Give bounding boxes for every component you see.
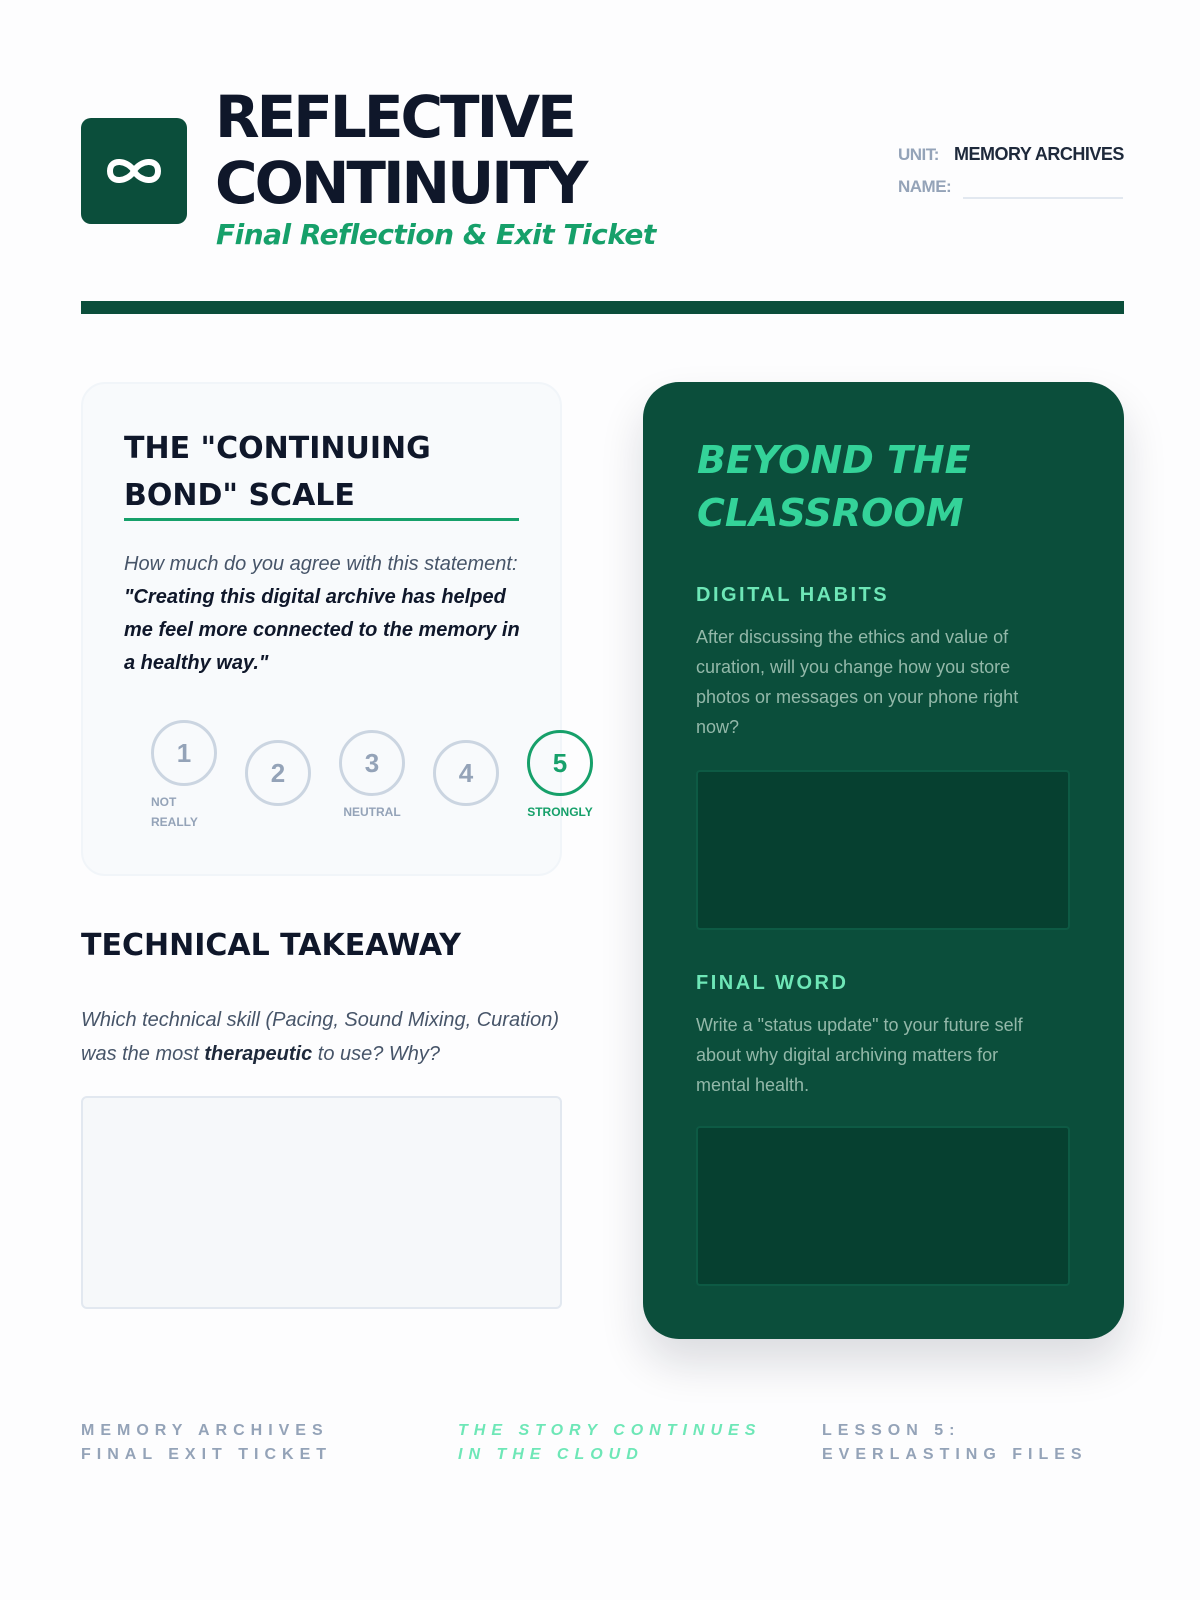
- technical-answer-box[interactable]: [81, 1096, 562, 1309]
- technical-takeaway-title: TECHNICAL TAKEAWAY: [81, 928, 461, 963]
- technical-question-part2: to use? Why?: [312, 1043, 441, 1065]
- name-field[interactable]: [963, 197, 1123, 199]
- scale-label-strongly: STRONGLY: [527, 805, 593, 819]
- scale-label-neutral: NEUTRAL: [343, 805, 401, 819]
- scale-question-lead: How much do you agree with this statement:: [124, 553, 518, 575]
- infinity-icon: [102, 154, 166, 188]
- digital-habits-heading: DIGITAL HABITS: [696, 584, 890, 606]
- scale-option-4[interactable]: 4: [433, 740, 499, 806]
- logo: [81, 118, 187, 224]
- page-title: [215, 84, 775, 216]
- unit-value: MEMORY ARCHIVES: [954, 144, 1124, 164]
- page-subtitle: Final Reflection & Exit Ticket: [216, 218, 656, 251]
- scale-title: THE "CONTINUING BOND" SCALE: [124, 431, 431, 513]
- scale-option-1[interactable]: 1: [151, 720, 217, 786]
- title-line-2: CONTINUITY: [215, 149, 586, 217]
- title-line-1: REFLECTIVE: [215, 83, 574, 151]
- name-label: NAME:: [898, 177, 952, 196]
- footer-center: THE STORY CONTINUES IN THE CLOUD: [458, 1422, 762, 1463]
- footer-right: LESSON 5: EVERLASTING FILES: [822, 1422, 1088, 1463]
- scale-option-3[interactable]: 3: [339, 730, 405, 796]
- beyond-classroom-title: BEYOND THE CLASSROOM: [697, 438, 971, 535]
- scale-question-quote: "Creating this digital archive has helped me feel more connected to the memory in a healthy way.": [124, 586, 520, 674]
- final-word-answer-box[interactable]: [696, 1126, 1070, 1286]
- scale-option-2[interactable]: 2: [245, 740, 311, 806]
- final-word-text: Write a "status update" to your future self about why digital archiving matters for mental health.: [696, 1015, 1023, 1095]
- final-word-heading: FINAL WORD: [696, 972, 849, 994]
- scale-label-not-really: NOT REALLY: [151, 795, 198, 829]
- technical-question-part1: Which technical skill (Pacing, Sound Mixing, Curation) was the most: [81, 1009, 559, 1065]
- digital-habits-answer-box[interactable]: [696, 770, 1070, 930]
- scale-title-underline: [124, 518, 519, 521]
- footer-left: MEMORY ARCHIVES FINAL EXIT TICKET: [81, 1422, 333, 1463]
- scale-option-5[interactable]: 5: [527, 730, 593, 796]
- technical-question-bold: therapeutic: [204, 1043, 313, 1065]
- unit-label: UNIT:: [898, 145, 939, 164]
- header-divider: [81, 301, 1124, 314]
- technical-question: [81, 1003, 571, 1071]
- digital-habits-text: After discussing the ethics and value of curation, will you change how you store photos or messages on your phone right now?: [696, 627, 1019, 737]
- scale-question: [124, 548, 534, 680]
